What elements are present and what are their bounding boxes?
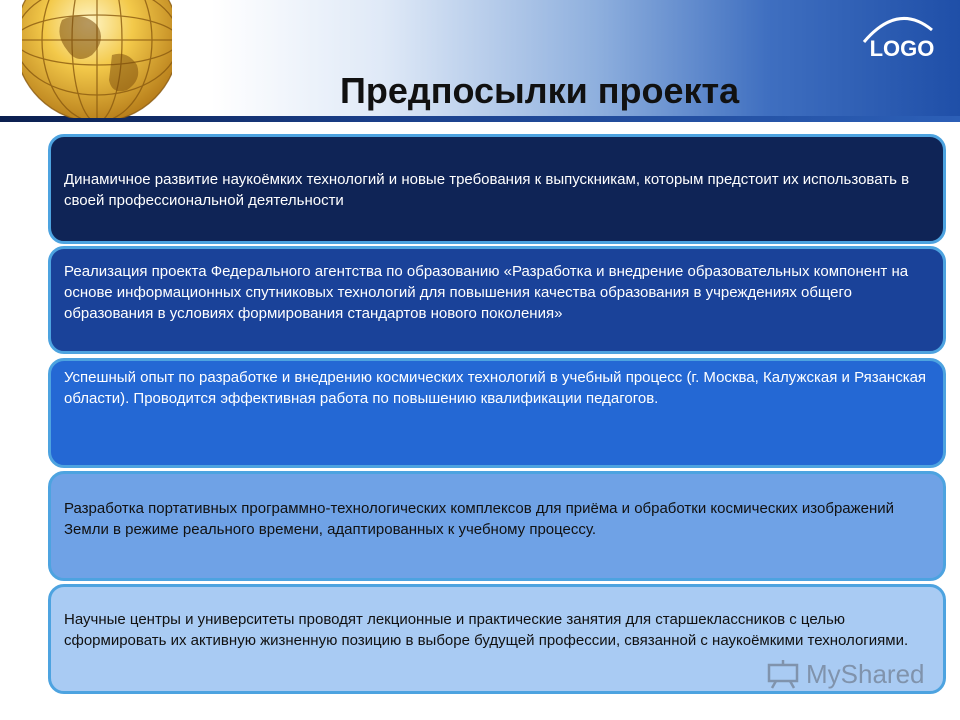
watermark-text: MyShared [806, 658, 925, 689]
list-item [48, 134, 946, 244]
list-item-text: Реализация проекта Федерального агентства по образованию «Разработка и внедрение образовательных компонент на основе информационных спутниковых технологий для повышения качества образования в учреждениях общего образования в условиях формирования стандартов нового поколения» [64, 263, 909, 322]
globe-icon [22, 0, 172, 118]
list-item-text: Динамичное развитие наукоёмких технологий и новые требования к выпускникам, которым предстоит их использовать в своей профессиональной деятельности [64, 171, 910, 209]
list-item [48, 358, 946, 468]
slide-title: Предпосылки проекта [340, 70, 740, 111]
watermark [766, 656, 936, 692]
list-item-text: Разработка портативных программно-технологических комплексов для приёма и обработки космических изображений Земли в режиме реального времени, адаптированных к учебному процессу. [64, 500, 895, 538]
list-item-text: Научные центры и университеты проводят лекционные и практические занятия для старшеклассников с целью сформировать их активную жизненную позицию в выборе будущей профессии, связанной с наукоёмкими технологиями. [64, 611, 909, 649]
logo: LOGO [869, 36, 935, 61]
presentation-board-icon [766, 659, 800, 689]
list-item [48, 246, 946, 354]
list-item [48, 471, 946, 581]
list-item-text: Успешный опыт по разработке и внедрению космических технологий в учебный процесс (г. Москва, Калужская и Рязанская области). Проводится эффективная работа по повышению квалификации педагогов. [64, 369, 927, 407]
